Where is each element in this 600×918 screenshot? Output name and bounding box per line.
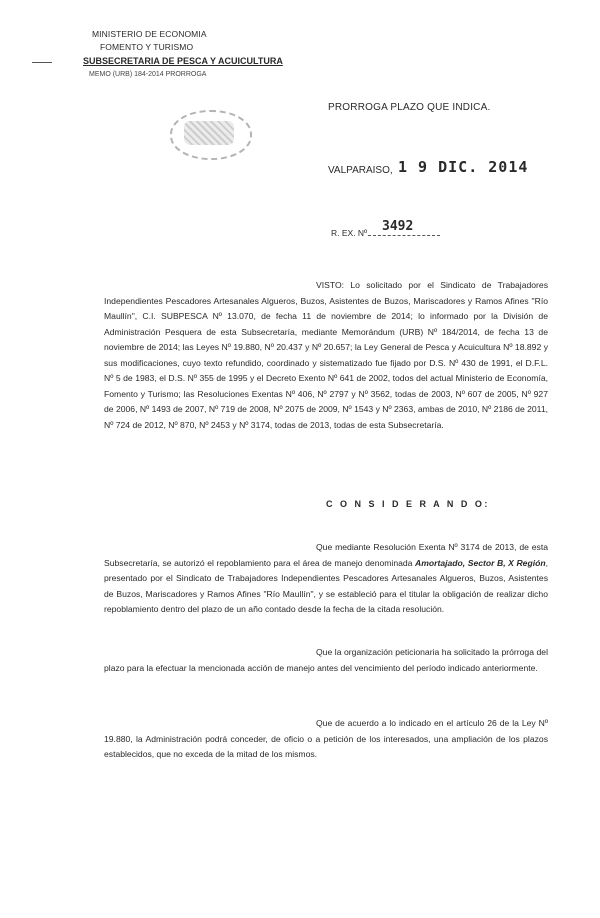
date-stamp: 1 9 DIC. 2014 [398, 158, 529, 176]
p1-end-text: , presentado por el Sindicato de Trabajadores Independientes Pescadores Artesanales Algueros, Buzos, Asistentes de Buzos, Mariscadores y Ramos Afines "Río Maullín", y se estableció para el titular la obligación de realizar dicho repoblamiento dentro del plazo de un año contado desde la fecha de la citada resolución. [104, 557, 548, 614]
considerando-paragraph-3: Que de acuerdo a lo indicado en el artículo 26 de la Ley Nº 19.880, la Administración podrá conceder, de oficio o a petición de los interesados, una ampliación de los plazos establecidos, que no exceda de la mitad de los mismos. [104, 718, 548, 759]
ministry-name: MINISTERIO DE ECONOMIA [92, 29, 207, 39]
area-name: Amortajado, Sector B, X Región [415, 557, 546, 568]
subsecretaria-name: SUBSECRETARIA DE PESCA Y ACUICULTURA [83, 56, 283, 66]
seal-inner-mark [184, 121, 234, 145]
considerando-title: C O N S I D E R A N D O: [326, 499, 490, 509]
official-seal-stamp [170, 110, 252, 160]
rex-number: 3492 [382, 219, 414, 234]
place-label: VALPARAISO, [328, 165, 393, 176]
rex-label: R. EX. Nº [331, 228, 368, 238]
p1-start-text: Que mediante Resolución Exenta Nº 3174 de 2013, de esta Subsecretaría, se autorizó el repoblamiento para el área de manejo denominada [104, 542, 548, 568]
document-caption: PRORROGA PLAZO QUE INDICA. [328, 102, 491, 113]
header-dash [32, 62, 52, 63]
considerando-paragraph-1 [104, 540, 548, 618]
rex-number-underline [368, 235, 440, 236]
ministry-name-line2: FOMENTO Y TURISMO [100, 42, 194, 52]
visto-paragraph: VISTO: Lo solicitado por el Sindicato de Trabajadores Independientes Pescadores Artesanales Algueros, Buzos, Asistentes de Buzos, Mariscadores y Ramos Afines "Río Maullín", C.I. SUBPESCA Nº 13.070, de fecha 11 de noviembre de 2014; lo informado por la División de Administración Pesquera de esta Subsecretaría, mediante Memorándum (URB) Nº 184/2014, de fecha 13 de noviembre de 2014; las Leyes Nº 19.880, Nº 20.437 y Nº 20.657; la Ley General de Pesca y Acuicultura Nº 18.892 y sus modificaciones, cuyo texto refundido, coordinado y sistematizado fue fijado por D.S. Nº 430 de 1991, el D.F.L. Nº 5 de 1983, el D.S. Nº 355 de 1995 y el Decreto Exento Nº 641 de 2002, todos del actual Ministerio de Economía, Fomento y Turismo; las Resoluciones Exentas Nº 406, Nº 2797 y Nº 3562, todas de 2003, Nº 607 de 2005, Nº 927 de 2006, Nº 1493 de 2007, Nº 719 de 2008, Nº 2075 de 2009, Nº 1543 y Nº 2363, ambas de 2010, Nº 2186 de 2011, Nº 724 de 2012, Nº 870, Nº 2453 y Nº 3174, todas de 2013, todas de esta Subsecretaría. [104, 280, 548, 430]
memo-reference: MEMO (URB) 184-2014 PRORROGA [89, 71, 207, 78]
considerando-paragraph-2: Que la organización peticionaria ha solicitado la prórroga del plazo para la efectuar la mencionada acción de manejo antes del vencimiento del período indicado anteriormente. [104, 647, 548, 673]
